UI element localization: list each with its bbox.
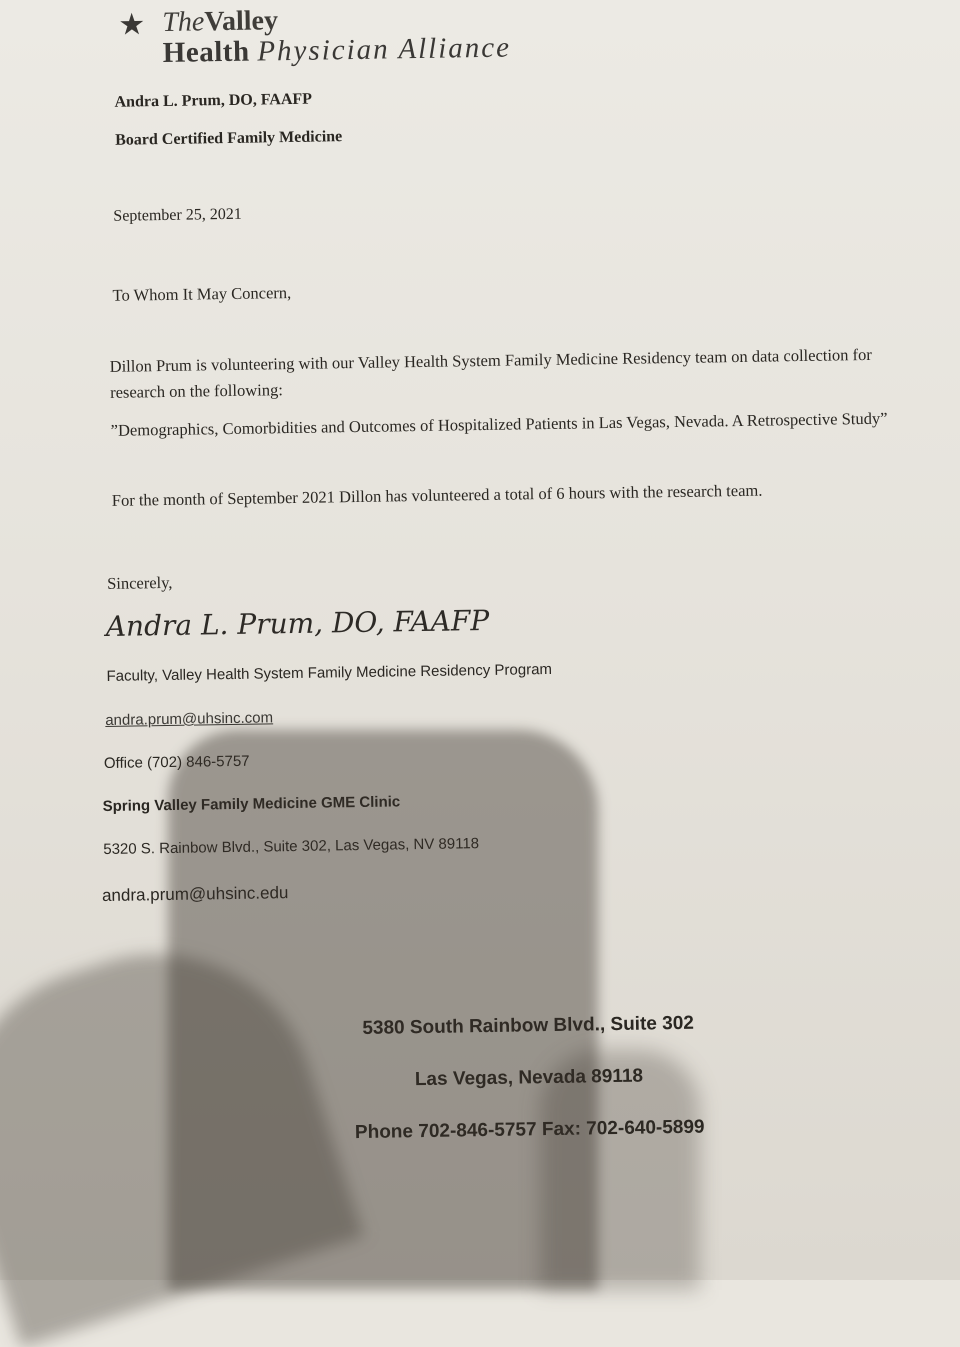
clinic-address: 5320 S. Rainbow Blvd., Suite 302, Las Vegas, NV 89118 [103,835,480,859]
salutation: To Whom It May Concern, [112,283,292,305]
header-certification: Board Certified Family Medicine [115,128,343,149]
footer-address-line2: Las Vegas, Nevada 89118 [414,1065,644,1091]
letter-date: September 25, 2021 [113,205,242,225]
logo-the: The [162,6,205,38]
footer-phone-fax: Phone 702-846-5757 Fax: 702-640-5899 [354,1116,705,1144]
logo-valley: Valley [204,5,279,38]
email-link[interactable]: andra.prum@uhsinc.com [105,709,274,729]
clinic-name: Spring Valley Family Medicine GME Clinic [102,793,401,816]
logo-line1 [162,5,278,39]
header-physician-name: Andra L. Prum, DO, FAAFP [114,90,313,111]
email-address: andra.prum@uhsinc.edu [101,883,289,906]
footer-address-line1: 5380 South Rainbow Blvd., Suite 302 [362,1012,695,1039]
star-logo-icon: ★ [118,7,146,43]
faculty-title: Faculty, Valley Health System Family Medicine Residency Program [106,660,553,685]
logo-line2 [163,32,512,70]
body-paragraph-1: Dillon Prum is volunteering with our Valley Health System Family Medicine Residency team on data collection for research on the following: [109,344,872,402]
body-paragraph-3: For the month of September 2021 Dillon has volunteered a total of 6 hours with the research team. [111,480,763,510]
closing: Sincerely, [106,572,173,593]
logo-physician-alliance: Physician Alliance [257,31,512,68]
body-paragraph-2: ”Demographics, Comorbidities and Outcomes of Hospitalized Patients in Las Vegas, Nevada. A Retrospective Study” [110,408,888,440]
signature: Andra L. Prum, DO, FAAFP [105,603,490,643]
office-phone: Office (702) 846-5757 [103,752,250,772]
logo-health: Health [162,35,250,69]
